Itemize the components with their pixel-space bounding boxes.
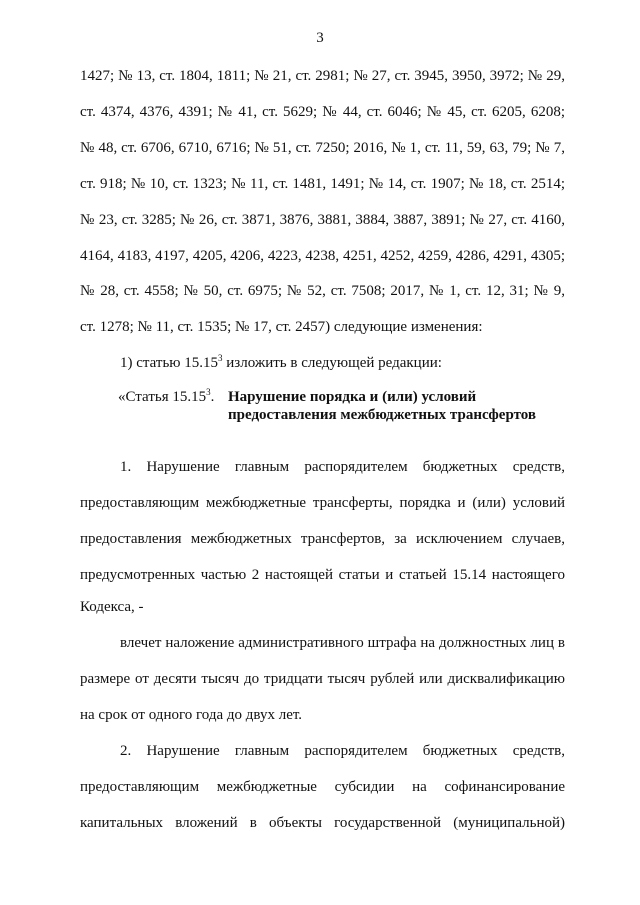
intro-line-8: ст. 1278; № 11, ст. 1535; № 17, ст. 2457) следующие изменения: — [80, 319, 483, 335]
intro-line-1: 1427; № 13, ст. 1804, 1811; № 21, ст. 2981; № 27, ст. 3945, 3950, 3972; № 29, — [80, 68, 565, 84]
amendment-sup: 3 — [218, 353, 223, 363]
article-head-prefix: «Статья 15.15 — [118, 389, 207, 405]
intro-line-6: 4164, 4183, 4197, 4205, 4206, 4223, 4238, 4251, 4252, 4259, 4286, 4291, 4305; — [80, 248, 565, 264]
article-head-suffix: . — [210, 389, 215, 405]
page-number: 3 — [316, 30, 324, 46]
para1-line-4: предусмотренных частью 2 настоящей статьи и статьей 15.14 настоящего — [80, 567, 565, 583]
amendment-prefix: 1) статью 15.15 — [120, 355, 219, 371]
sanction-line-2: размере от десяти тысяч до тридцати тысяч рублей или дисквалификацию — [80, 671, 565, 687]
para1-line-2: предоставляющим межбюджетные трансферты, порядка и (или) условий — [80, 495, 565, 511]
para2-line-1: 2. Нарушение главным распорядителем бюджетных средств, — [120, 743, 565, 759]
article-heading — [118, 388, 214, 406]
para2-line-2: предоставляющим межбюджетные субсидии на софинансирование — [80, 779, 565, 795]
sanction-line-1: влечет наложение административного штрафа на должностных лиц в — [120, 635, 565, 651]
intro-line-2: ст. 4374, 4376, 4391; № 41, ст. 5629; № 44, ст. 6046; № 45, ст. 6205, 6208; — [80, 104, 565, 120]
amendment-suffix: изложить в следующей редакции: — [222, 355, 442, 371]
para1-line-5: Кодекса, - — [80, 599, 144, 615]
intro-line-4: ст. 918; № 10, ст. 1323; № 11, ст. 1481, 1491; № 14, ст. 1907; № 18, ст. 2514; — [80, 176, 565, 192]
intro-line-3: № 48, ст. 6706, 6710, 6716; № 51, ст. 7250; 2016, № 1, ст. 11, 59, 63, 79; № 7, — [80, 140, 565, 156]
para2-line-3: капитальных вложений в объекты государственной (муниципальной) — [80, 815, 565, 831]
sanction-line-3: на срок от одного года до двух лет. — [80, 707, 303, 723]
article-title-line-2: предоставления межбюджетных трансфертов — [228, 407, 536, 423]
intro-line-5: № 23, ст. 3285; № 26, ст. 3871, 3876, 3881, 3884, 3887, 3891; № 27, ст. 4160, — [80, 212, 565, 228]
para1-line-1: 1. Нарушение главным распорядителем бюджетных средств, — [120, 459, 565, 475]
para1-line-3: предоставления межбюджетных трансфертов, за исключением случаев, — [80, 531, 565, 547]
article-title-line-1: Нарушение порядка и (или) условий — [228, 389, 477, 405]
intro-line-7: № 28, ст. 4558; № 50, ст. 6975; № 52, ст. 7508; 2017, № 1, ст. 12, 31; № 9, — [80, 283, 565, 299]
amendment-line — [120, 354, 565, 372]
article-head-sup: 3 — [206, 387, 211, 397]
